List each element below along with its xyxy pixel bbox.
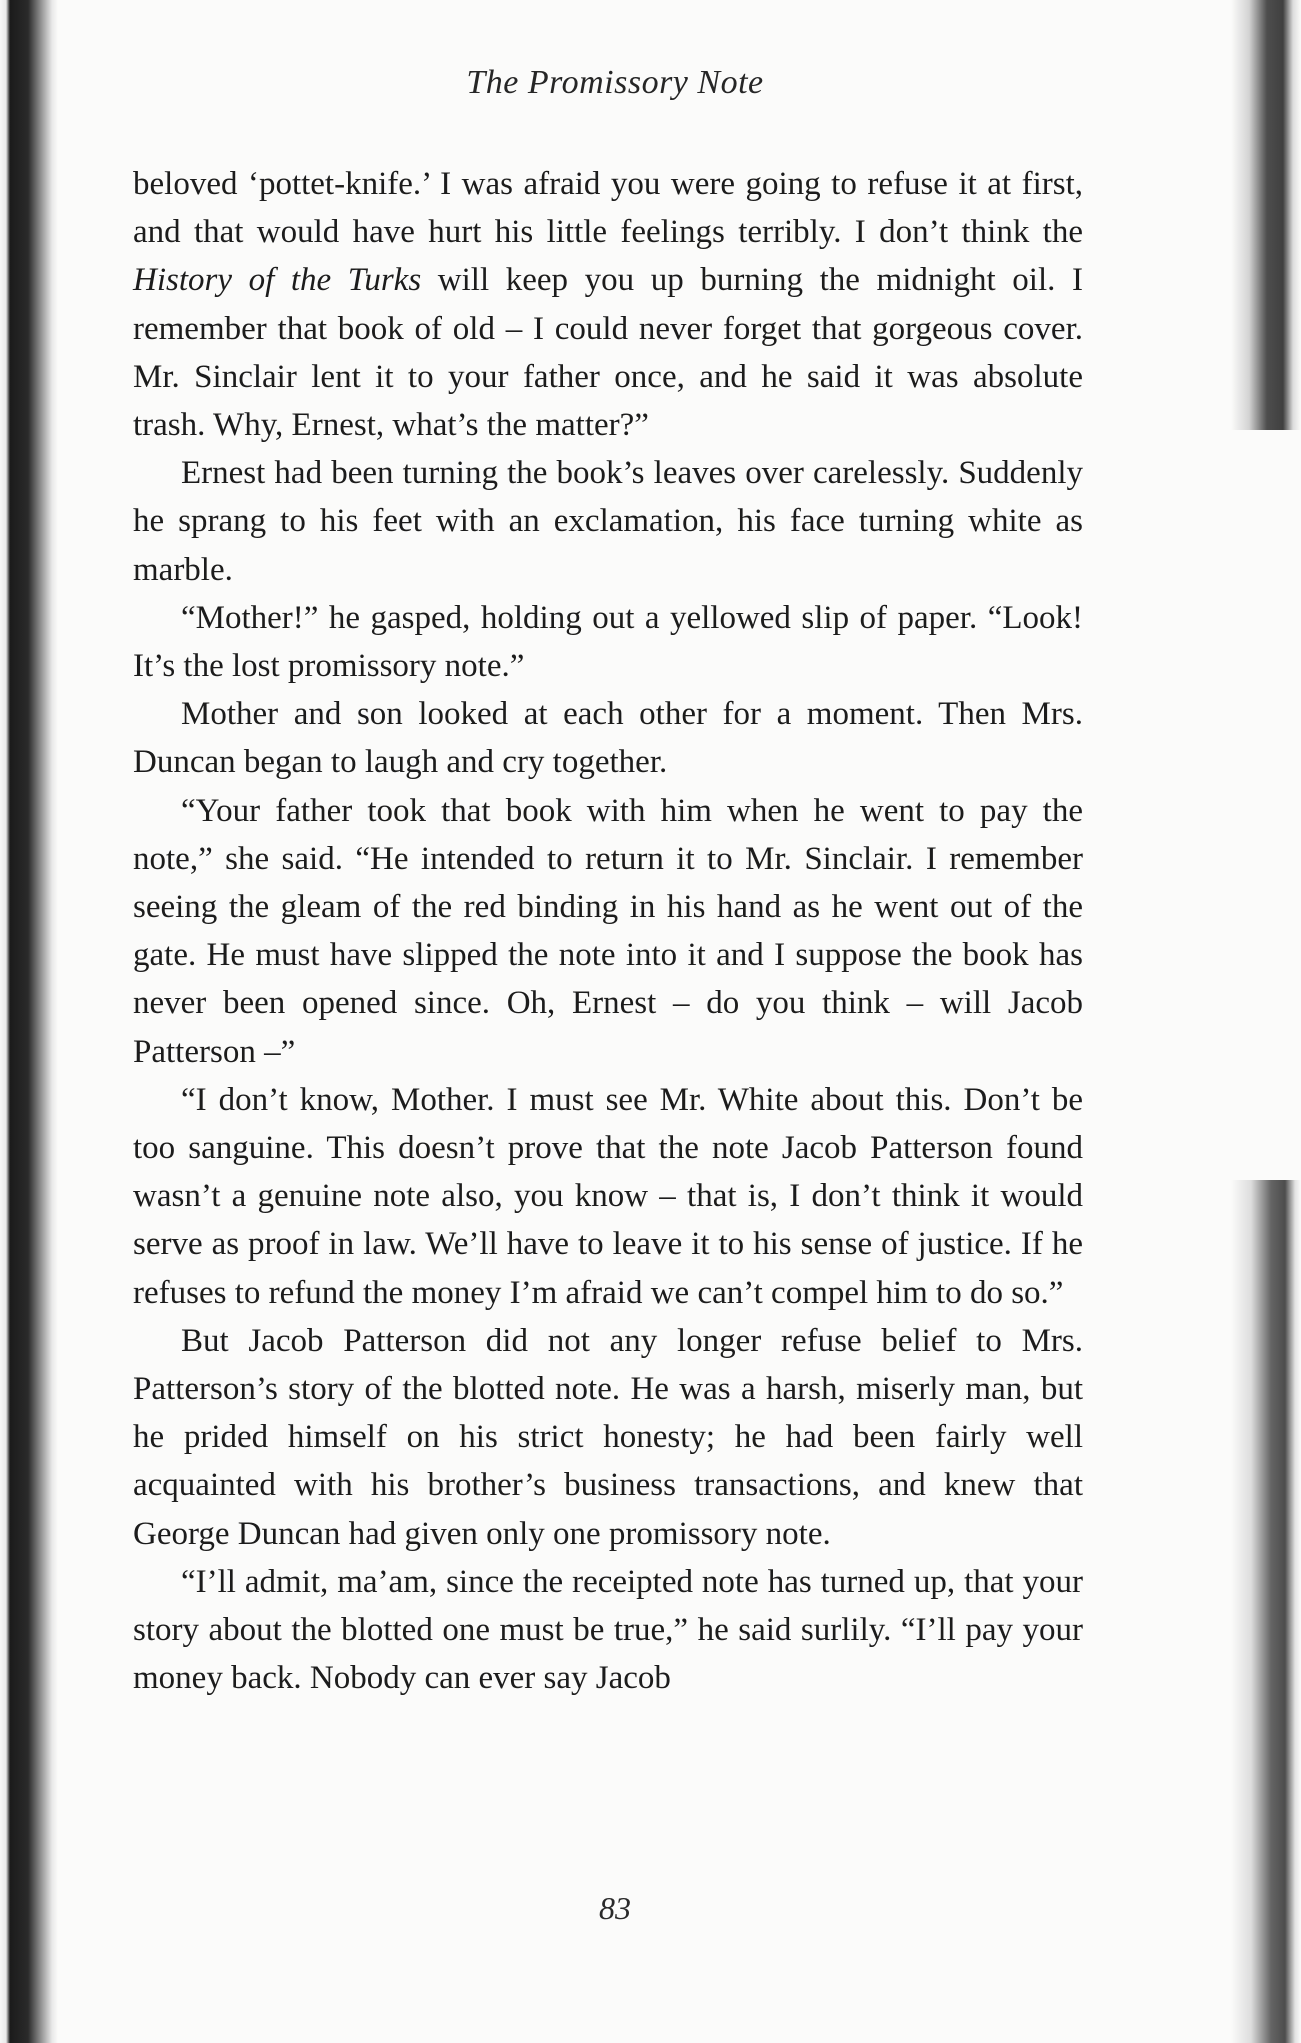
page-number: 83	[599, 1890, 631, 1926]
paragraph	[133, 1317, 1083, 1558]
text-segment: Ernest had been turning the book’s leaves over carelessly. Suddenly he sprang to his feet with an exclamation, his face turning white as marble.	[133, 455, 1083, 588]
text-segment: “Your father took that book with him when he went to pay the note,” she said. “He intended to return it to Mr. Sinclair. I remember seeing the gleam of the red binding in his hand as he went out of the gate. He must have slipped the note into it and I suppose the book has never been opened since. Oh, Ernest – do you think – will Jacob Patterson –”	[133, 792, 1083, 1070]
running-header: The Promissory Note	[466, 64, 764, 101]
paragraph	[133, 160, 1083, 449]
body-text	[133, 160, 1083, 1703]
text-segment: beloved ‘pottet-knife.’ I was afraid you were going to refuse it at first, and that would have hurt his little feelings terribly. I don’t think the	[133, 166, 1083, 251]
text-segment: “I’ll admit, ma’am, since the receipted note has turned up, that your story about the blotted one must be true,” he said surlily. “I’ll pay your money back. Nobody can ever say Jacob	[133, 1563, 1083, 1697]
paragraph	[133, 1558, 1083, 1703]
paragraph	[133, 449, 1083, 594]
text-segment: “I don’t know, Mother. I must see Mr. White about this. Don’t be too sanguine. This doesn’t prove that the note Jacob Patterson found wasn’t a genuine note also, you know – that is, I don’t think it would serve as proof in law. We’ll have to leave it to his sense of justice. If he refuses to refund the money I’m afraid we can’t compel him to do so.”	[133, 1081, 1083, 1311]
scan-edge-left	[0, 0, 58, 2043]
paragraph	[133, 787, 1083, 1076]
text-segment: will keep you up burning the midnight oil. I remember that book of old – I could never forget that gorgeous cover. Mr. Sinclair lent it to your father once, and he said it was absolute trash. Why, Ernest, what’s the matter?”	[133, 262, 1083, 444]
paragraph	[133, 1076, 1083, 1317]
paragraph	[133, 690, 1083, 786]
text-segment: Mother and son looked at each other for a moment. Then Mrs. Duncan began to laugh and cry together.	[133, 696, 1083, 781]
text-segment: But Jacob Patterson did not any longer refuse belief to Mrs. Patterson’s story of the blotted note. He was a harsh, miserly man, but he prided himself on his strict honesty; he had been fairly well acquainted with his brother’s business transactions, and knew that George Duncan had given only one promissory note.	[133, 1322, 1083, 1552]
scan-edge-right-bottom	[1231, 1180, 1301, 2043]
scan-edge-right-top	[1231, 0, 1301, 430]
italic-title: History of the Turks	[133, 262, 422, 299]
text-segment: “Mother!” he gasped, holding out a yellowed slip of paper. “Look! It’s the lost promissory note.”	[133, 599, 1083, 685]
paragraph	[133, 594, 1083, 690]
